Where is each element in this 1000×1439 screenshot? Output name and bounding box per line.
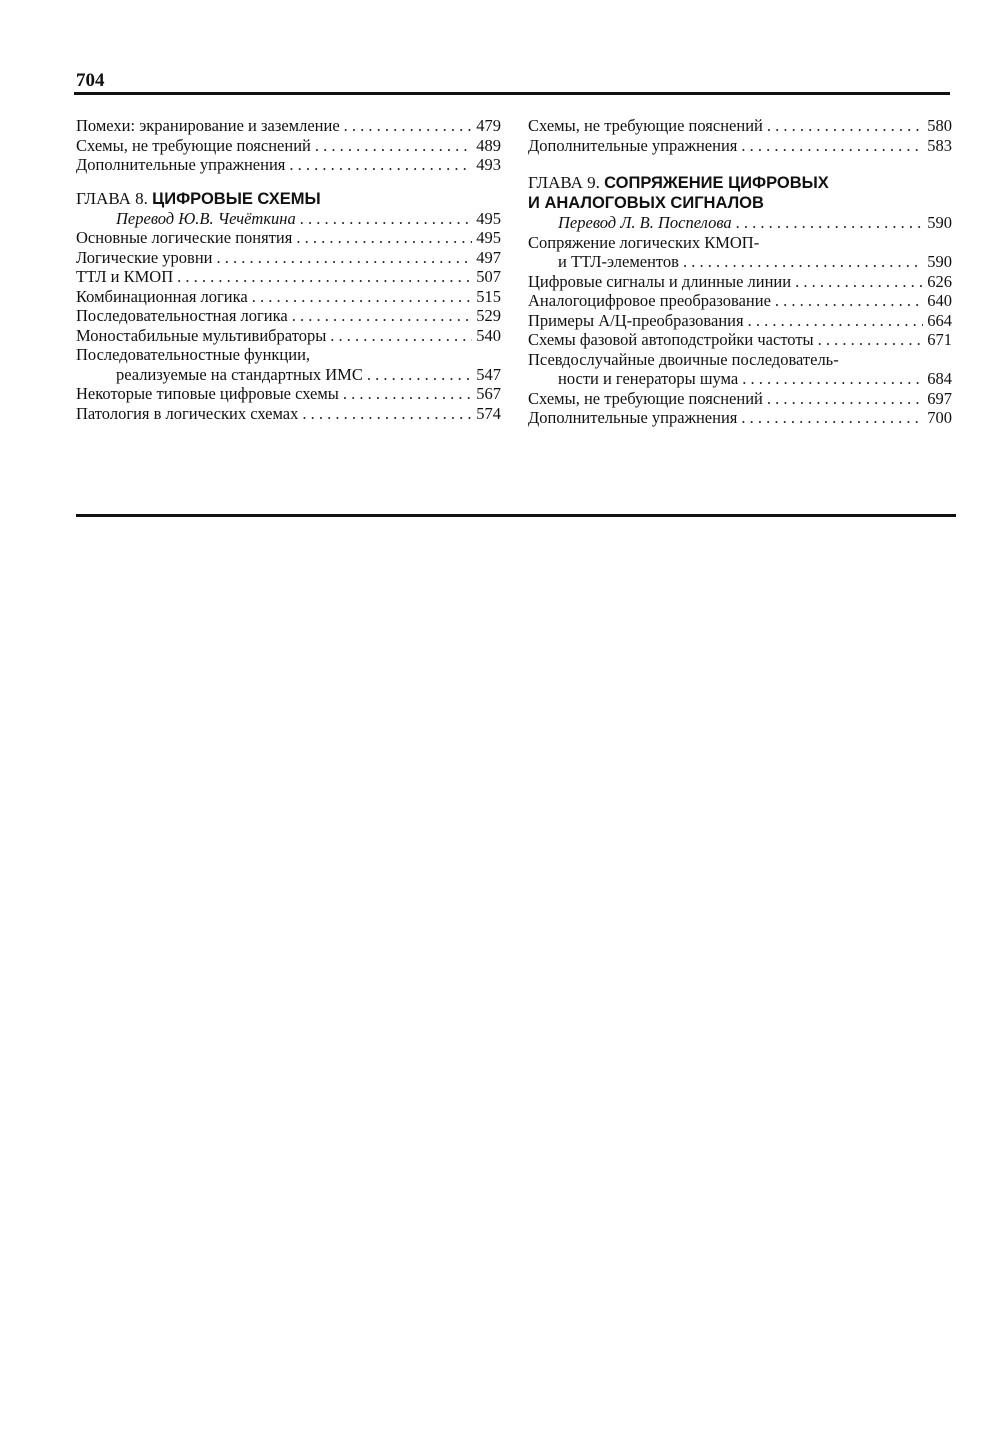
toc-entry-page: 664 (927, 310, 952, 330)
toc-entry-page: 626 (927, 271, 952, 291)
toc-entry[interactable] (76, 404, 501, 424)
toc-leader-dots (315, 136, 472, 156)
toc-entry[interactable] (528, 272, 952, 292)
toc-entry[interactable] (528, 252, 952, 272)
toc-entry-page: 640 (927, 291, 952, 310)
toc-entry-title: Последовательностная логика (76, 306, 288, 325)
toc-entry[interactable] (76, 116, 501, 136)
toc-entry[interactable] (76, 267, 501, 287)
toc-translator[interactable] (76, 209, 501, 229)
toc-entry[interactable] (528, 311, 952, 331)
toc-entry-page: 580 (927, 116, 952, 135)
toc-entry-page: 567 (476, 384, 501, 403)
toc-entry-title: Дополнительные упражнения (76, 155, 286, 174)
toc-entry-page: 529 (476, 306, 501, 325)
toc-entry[interactable] (76, 136, 501, 156)
toc-translator[interactable] (528, 213, 952, 233)
chapter-title-line1: СОПРЯЖЕНИЕ ЦИФРОВЫХ (604, 174, 829, 192)
toc-entry-title: Основные логические понятия (76, 228, 293, 247)
toc-entry[interactable] (528, 408, 952, 428)
toc-leader-dots (741, 136, 923, 156)
toc-entry-title: Некоторые типовые цифровые схемы (76, 384, 339, 403)
toc-leader-dots (748, 311, 924, 331)
toc-leader-dots (742, 369, 923, 389)
toc-entry-title: Схемы, не требующие пояснений (76, 135, 311, 155)
toc-entry-page: 700 (927, 408, 952, 427)
chapter-heading (528, 173, 952, 193)
toc-leader-dots (795, 272, 923, 292)
toc-leader-dots (330, 326, 472, 346)
toc-leader-dots (177, 267, 472, 287)
toc-entry-page: 507 (476, 267, 501, 286)
left-column (76, 116, 501, 423)
toc-leader-dots (818, 330, 924, 350)
toc-translator-title: Перевод Л. В. Поспелова (558, 213, 732, 232)
toc-entry-title: ТТЛ и КМОП (76, 267, 174, 286)
chapter-title: ЦИФРОВЫЕ СХЕМЫ (152, 189, 321, 208)
toc-entry-title: Патология в логических схемах (76, 403, 299, 423)
toc-entry-page: 547 (476, 364, 501, 384)
toc-entry-page: 495 (476, 228, 501, 247)
toc-leader-dots (736, 213, 924, 233)
toc-entry-title: Схемы, не требующие пояснений (528, 388, 763, 408)
chapter-title-line2: И АНАЛОГОВЫХ СИГНАЛОВ (528, 194, 764, 212)
toc-entry-title: Примеры А/Ц-преобразования (528, 310, 744, 330)
toc-leader-dots (302, 404, 472, 424)
toc-entry-page: 493 (476, 155, 501, 174)
toc-entry-title: и ТТЛ-элементов (558, 252, 679, 271)
toc-entry-page: 671 (927, 330, 952, 349)
toc-entry-title: Логические уровни (76, 247, 213, 267)
toc-leader-dots (252, 287, 473, 307)
toc-entry-line1[interactable]: Сопряжение логических КМОП- (528, 232, 760, 252)
toc-leader-dots (289, 155, 472, 175)
toc-leader-dots (296, 228, 472, 248)
toc-entry[interactable] (76, 365, 501, 385)
toc-leader-dots (367, 365, 472, 385)
toc-leader-dots (344, 116, 473, 136)
toc-leader-dots (741, 408, 923, 428)
header-rule (74, 92, 950, 95)
toc-entry-line1[interactable]: Последовательностные функции, (76, 345, 311, 364)
toc-leader-dots (292, 306, 473, 326)
toc-entry[interactable] (76, 155, 501, 175)
toc-entry-title: Дополнительные упражнения (528, 135, 738, 155)
toc-leader-dots (775, 291, 923, 311)
page-number: 704 (76, 70, 105, 91)
toc-entry-title: Схемы фазовой автоподстройки частоты (528, 330, 814, 349)
toc-entry[interactable] (76, 306, 501, 326)
toc-translator-title: Перевод Ю.В. Чечёткина (116, 208, 296, 228)
toc-entry-page: 540 (476, 325, 501, 345)
chapter-prefix: ГЛАВА 8. (76, 188, 148, 208)
chapter-prefix: ГЛАВА 9. (528, 173, 600, 192)
toc-entry-page: 684 (927, 369, 952, 388)
toc-entry-page: 574 (476, 403, 501, 423)
toc-entry[interactable] (528, 389, 952, 409)
toc-entry-page: 583 (927, 135, 952, 155)
toc-entry-page: 515 (476, 286, 501, 306)
toc-entry-title: Аналогоцифровое преобразование (528, 291, 771, 310)
toc-entry-page: 590 (927, 213, 952, 232)
toc-leader-dots (300, 209, 473, 229)
toc-leader-dots (683, 252, 923, 272)
chapter-heading-cont (528, 193, 952, 213)
toc-entry[interactable] (528, 291, 952, 311)
chapter-heading (76, 189, 501, 209)
toc-entry[interactable] (528, 116, 952, 136)
toc-entry-title: Комбинационная логика (76, 286, 248, 306)
toc-entry[interactable] (76, 228, 501, 248)
toc-entry-page: 697 (927, 388, 952, 408)
right-column (528, 116, 952, 428)
toc-entry-page: 495 (476, 208, 501, 228)
toc-leader-dots (216, 248, 472, 268)
toc-entry-page: 479 (476, 116, 501, 135)
toc-entry-title: ности и генераторы шума (558, 369, 739, 388)
toc-entry-page: 489 (476, 135, 501, 155)
toc-entry[interactable] (76, 384, 501, 404)
toc-entry-title: Моностабильные мультивибраторы (76, 325, 327, 345)
toc-entry-title: Цифровые сигналы и длинные линии (528, 271, 792, 291)
toc-entry-line1[interactable]: Псевдослучайные двоичные последователь- (528, 349, 839, 369)
footer-rule (76, 514, 956, 517)
toc-leader-dots (343, 384, 472, 404)
toc-entry-title: Схемы, не требующие пояснений (528, 116, 763, 135)
toc-leader-dots (767, 389, 923, 409)
toc-entry[interactable] (528, 136, 952, 156)
toc-entry[interactable] (528, 369, 952, 389)
toc-entry[interactable] (76, 287, 501, 307)
toc-entry-page: 590 (927, 252, 952, 271)
toc-entry-page: 497 (476, 247, 501, 267)
toc-entry-title: реализуемые на стандартных ИМС (116, 364, 363, 384)
toc-entry[interactable] (528, 330, 952, 350)
toc-entry[interactable] (76, 248, 501, 268)
toc-leader-dots (767, 116, 923, 136)
toc-entry-title: Дополнительные упражнения (528, 408, 738, 427)
toc-entry-title: Помехи: экранирование и заземление (76, 116, 340, 135)
toc-entry[interactable] (76, 326, 501, 346)
